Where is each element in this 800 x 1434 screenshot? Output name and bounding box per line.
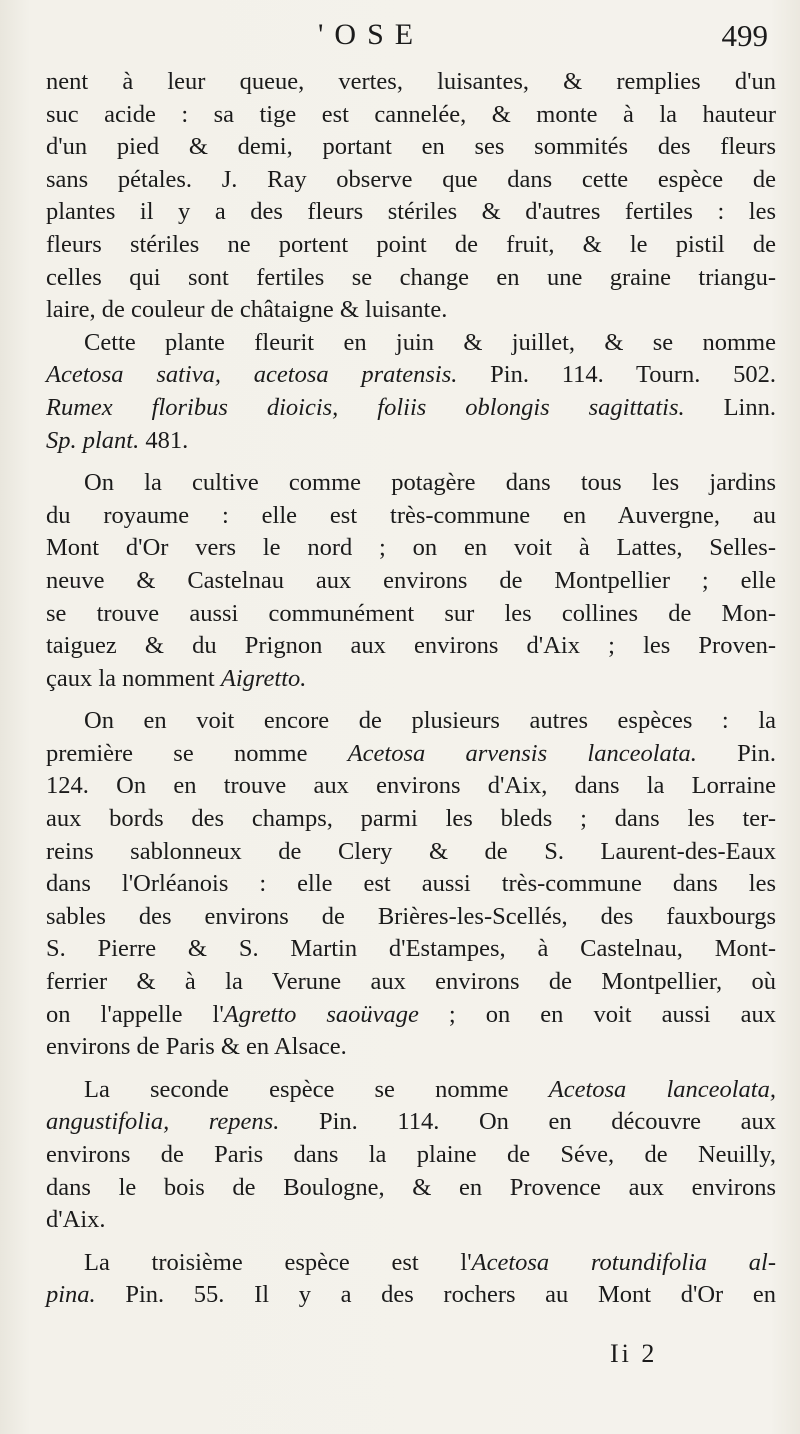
text-segment: d'un pied & demi, portant en ses sommités des fleurs xyxy=(46,133,776,161)
text-line xyxy=(46,933,776,966)
text-segment: environs de Paris dans la plaine de Séve, de Neuilly, xyxy=(46,1141,776,1168)
text-line xyxy=(46,770,776,803)
text-segment: se trouve aussi communément sur les collines de Mon- xyxy=(46,599,776,627)
text-segment: nent à leur queue, vertes, luisantes, & remplies d'un xyxy=(46,68,776,95)
text-segment: ferrier & à la Verune aux environs de Montpellier, où xyxy=(46,968,776,996)
text-line xyxy=(46,1247,776,1280)
text-segment: environs de Paris & en Alsace. xyxy=(46,1033,347,1061)
text-segment: 481. xyxy=(139,426,189,454)
text-line xyxy=(46,966,776,999)
text-line xyxy=(46,467,776,500)
italic-segment: Acetosa lanceolata, xyxy=(548,1075,776,1103)
text-line xyxy=(46,131,776,164)
text-segment: dans le bois de Boulogne, & en Provence aux environs xyxy=(46,1173,776,1201)
text-segment: çaux la nomment xyxy=(46,664,221,692)
text-line xyxy=(46,359,776,392)
italic-segment: Rumex floribus dioicis, foliis oblongis sagittatis. xyxy=(46,393,685,421)
text-line xyxy=(46,1031,776,1064)
text-segment: dans l'Orléanois : elle est aussi très-commune dans les xyxy=(46,870,776,898)
text-line xyxy=(46,663,776,696)
text-line xyxy=(46,532,776,565)
text-segment: du royaume : elle est très-commune en Auvergne, au xyxy=(46,501,776,529)
text-segment: sans pétales. J. Ray observe que dans cette espèce de xyxy=(46,165,776,193)
text-segment: taiguez & du Prignon aux environs d'Aix ; les Proven- xyxy=(46,632,776,660)
text-segment: Linn. xyxy=(684,393,776,421)
text-line xyxy=(46,1074,776,1107)
text-line xyxy=(46,99,776,132)
text-line xyxy=(46,999,776,1032)
page-header xyxy=(0,18,800,62)
text-line xyxy=(46,901,776,934)
text-segment: ; on en voit aussi aux xyxy=(418,1000,777,1028)
text-segment: laire, de couleur de châtaigne & luisante. xyxy=(46,296,448,324)
text-line xyxy=(46,164,776,197)
text-line xyxy=(46,1204,776,1237)
text-line xyxy=(46,1172,776,1205)
text-segment: 124. On en trouve aux environs d'Aix, dans la Lorraine xyxy=(46,772,776,800)
italic-segment: Acetosa rotundifolia al- xyxy=(471,1248,776,1276)
running-head: 'OSE xyxy=(318,18,425,51)
text-line xyxy=(46,836,776,869)
text-line xyxy=(46,630,776,663)
italic-segment: Agretto saoüvage xyxy=(223,1000,419,1028)
text-segment: La seconde espèce se nomme xyxy=(84,1075,549,1103)
text-segment: La troisième espèce est l' xyxy=(84,1248,472,1276)
italic-segment: Aigretto. xyxy=(220,664,307,692)
italic-segment: angustifolia, repens. xyxy=(46,1108,280,1136)
text-line xyxy=(46,262,776,295)
text-line xyxy=(46,705,776,738)
text-line xyxy=(46,66,776,99)
text-line xyxy=(46,738,776,771)
text-segment: plantes il y a des fleurs stériles & d'autres fertiles : les xyxy=(46,198,776,226)
text-line xyxy=(46,229,776,262)
text-segment: reins sablonneux de Clery & de S. Laurent-des-Eaux xyxy=(46,837,776,865)
text-segment: d'Aix. xyxy=(46,1206,106,1234)
text-line xyxy=(46,425,776,458)
text-line xyxy=(46,598,776,631)
text-line xyxy=(46,868,776,901)
text-segment: Pin. 55. Il y a des rochers au Mont d'Or en xyxy=(95,1281,776,1309)
text-line xyxy=(46,327,776,360)
text-segment: Cette plante fleurit en juin & juillet, & se nomme xyxy=(84,328,776,356)
text-line xyxy=(46,392,776,425)
text-segment: Pin. 114. Tourn. 502. xyxy=(457,361,777,389)
text-segment: On en voit encore de plusieurs autres espèces : la xyxy=(84,707,776,735)
text-segment: Pin. 114. On en découvre aux xyxy=(279,1108,776,1136)
page-number: 499 xyxy=(721,18,768,53)
body-text xyxy=(46,66,776,1312)
signature-mark: Ii 2 xyxy=(610,1339,658,1368)
text-segment: on l'appelle l' xyxy=(46,1000,224,1028)
text-line xyxy=(46,1279,776,1312)
italic-segment: Acetosa arvensis lanceolata. xyxy=(347,739,697,767)
text-line xyxy=(46,803,776,836)
italic-segment: Sp. plant. xyxy=(46,426,140,454)
text-segment: On la cultive comme potagère dans tous les jardins xyxy=(84,469,776,497)
text-line xyxy=(46,1139,776,1172)
text-segment: sables des environs de Brières-les-Scellés, des fauxbourgs xyxy=(46,902,776,930)
text-segment: neuve & Castelnau aux environs de Montpellier ; elle xyxy=(46,566,776,594)
text-segment: première se nomme xyxy=(46,739,348,767)
text-line xyxy=(46,565,776,598)
italic-segment: pina. xyxy=(46,1281,96,1309)
italic-segment: Acetosa sativa, acetosa pratensis. xyxy=(46,361,458,389)
text-segment: suc acide : sa tige est cannelée, & monte à la hauteur xyxy=(46,100,776,128)
text-segment: fleurs stériles ne portent point de fruit, & le pistil de xyxy=(46,230,776,258)
text-segment: celles qui sont fertiles se change en une graine triangu- xyxy=(46,263,776,291)
text-line xyxy=(46,500,776,533)
text-segment: Pin. xyxy=(696,739,776,767)
text-segment: aux bords des champs, parmi les bleds ; dans les ter- xyxy=(46,805,776,833)
text-line xyxy=(46,196,776,229)
text-line xyxy=(46,294,776,327)
text-line xyxy=(46,1106,776,1139)
text-segment: Mont d'Or vers le nord ; on en voit à Lattes, Selles- xyxy=(46,534,776,562)
text-segment: S. Pierre & S. Martin d'Estampes, à Castelnau, Mont- xyxy=(46,935,776,963)
